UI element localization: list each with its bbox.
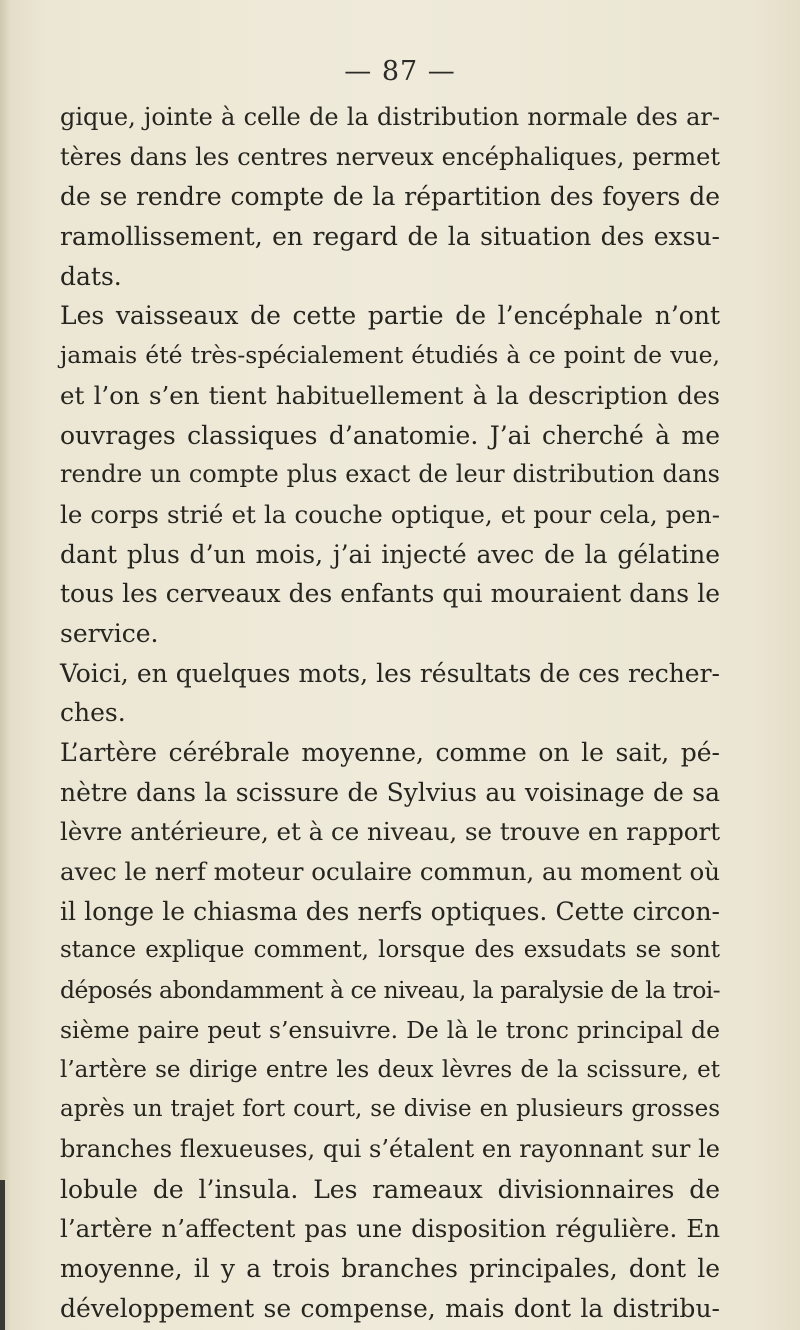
body-text [60, 98, 720, 1328]
text-line: ches. [60, 698, 126, 728]
text-line: service. [60, 618, 159, 648]
text-line: tères dans les centres nerveux encéphaliques, permet [60, 142, 720, 171]
text-line: et l’on s’en tient habituellement à la description des [60, 380, 720, 410]
text-line: Voici, en quelques mots, les résultats de ces recher- [60, 658, 720, 688]
text-line: déposés abondamment à ce niveau, la paralysie de la troi- [60, 976, 720, 1005]
text-line: le corps strié et la couche optique, et pour cela, pen- [60, 499, 720, 529]
page-gutter-shadow [0, 0, 10, 1330]
text-line: stance explique comment, lorsque des exsudats se sont [60, 937, 720, 964]
text-line: branches flexueuses, qui s’étalent en rayonnant sur le [60, 1134, 720, 1163]
binding-edge [0, 1180, 5, 1330]
text-line: tous les cerveaux des enfants qui mouraient dans le [60, 579, 720, 609]
page-number: — 87 — [344, 56, 456, 87]
text-line: avec le nerf moteur oculaire commun, au moment où [60, 857, 720, 887]
text-line: sième paire peut s’ensuivre. De là le tronc principal de [60, 1015, 720, 1044]
text-line: lèvre antérieure, et à ce niveau, se trouve en rapport [60, 817, 721, 847]
text-line: nètre dans la scissure de Sylvius au voisinage de sa [60, 777, 720, 807]
text-line: l’artère n’affectent pas une disposition régulière. En [60, 1214, 720, 1244]
text-line: Les vaisseaux de cette partie de l’encéphale n’ont [60, 301, 720, 331]
text-line: dats. [60, 261, 122, 291]
text-line: après un trajet fort court, se divise en plusieurs grosses [60, 1096, 720, 1123]
text-line: dant plus d’un mois, j’ai injecté avec de la gélatine [60, 539, 720, 569]
text-line: rendre un compte plus exact de leur distribution dans [60, 460, 720, 489]
text-line: de se rendre compte de la répartition des foyers de [60, 182, 720, 212]
text-line: jamais été très-spécialement étudiés à ce point de vue, [60, 341, 720, 370]
text-line: gique, jointe à celle de la distribution normale des ar- [60, 103, 720, 131]
text-line: ouvrages classiques d’anatomie. J’ai cherché à me [60, 420, 720, 450]
text-line: l’artère se dirige entre les deux lèvres de la scissure, et [60, 1056, 720, 1083]
text-line: ramollissement, en regard de la situation des exsu- [60, 222, 720, 252]
text-line: L’artère cérébrale moyenne, comme on le sait, pé- [60, 738, 720, 767]
text-line: moyenne, il y a trois branches principales, dont le [60, 1253, 720, 1283]
text-line: lobule de l’insula. Les rameaux divisionnaires de [60, 1174, 720, 1204]
text-line: développement se compense, mais dont la distribu- [60, 1293, 720, 1323]
text-line: il longe le chiasma des nerfs optiques. Cette circon- [60, 896, 720, 926]
